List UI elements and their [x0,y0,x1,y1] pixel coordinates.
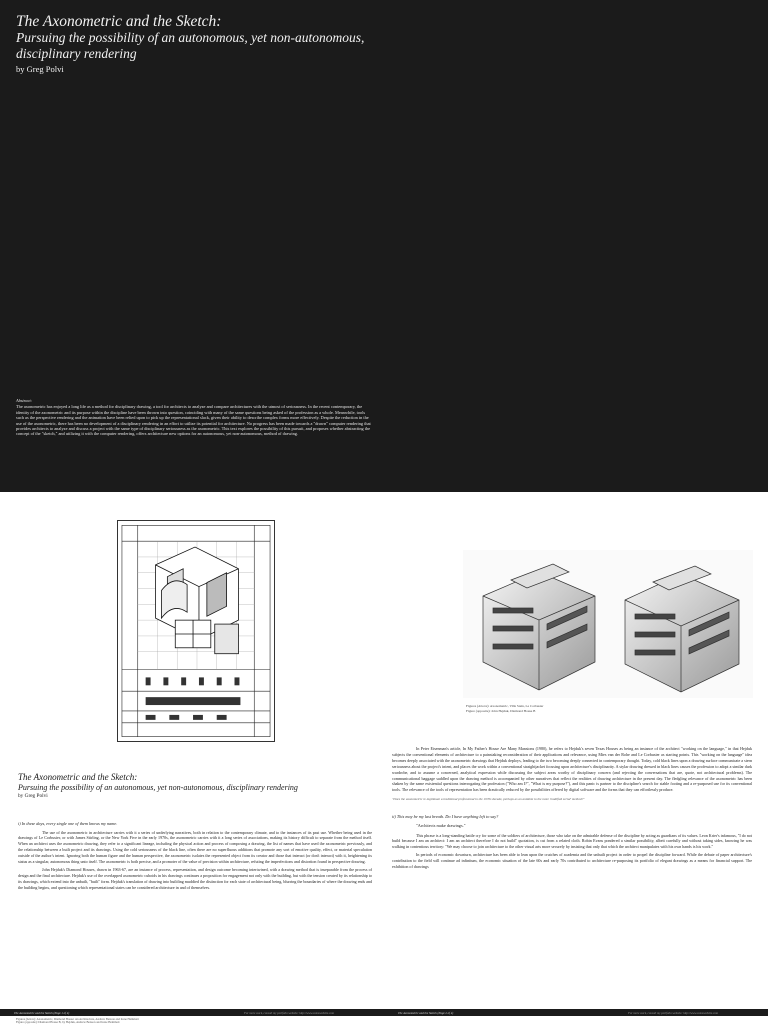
body-paragraph: John Hejduk's Diamond Houses, drawn in 1963-67, are an instance of process, representation, and design outcome becoming intertwined, with a drawing method that is inseparable from the process of design and the final architecture. Hejduk's use of the overlapped axonometric cuboids in his drawings continues a proposition for engagement not only with the building, but with the tension created by its relationship to its drawings, which extend into the unbuilt, "built" form. Hejduk's translation of drawing into building muddied the distinction for each state of architectural being, blurring the boundaries of where the drawing ends and the building begins, and questioning which representational states can be considered architecture in and of themselves. [18,866,372,890]
cover-subtitle-line-2: disciplinary rendering [16,45,137,61]
right-page-text [392,746,752,872]
section-2-heading: ii) This may be my last breath. Do I have anything left to say? [392,813,499,819]
quote: "Architects make drawings." [416,822,466,828]
footer-right-note: For more work, consult my portfolio website: http://www.somewebsite.com [628,1010,718,1015]
figure-caption-line-1: Figures (Above): Axonometric, Villa Stein, Le Corbusier [466,704,544,708]
left-body-text [18,830,372,891]
credit-line-2: Figure (opposite): Diamond House B, by Hejduk, Andrew Benson and Irene Hemmati [16,1020,120,1024]
footnote: "Does the axonometric re-legitimate a traditional professional in the 1970s decade, perhaps as an antidote to the more 'modified serial' method?" [392,797,585,802]
figure-caption-line-2: Figure (opposite): John Hejduk, Diamond House B [466,708,536,713]
footer-left-note: For more work, consult my portfolio website: http://www.somewebsite.com [244,1010,334,1015]
cover-title: The Axonometric and the Sketch: [16,13,222,30]
page-spread [0,492,768,1024]
cover-byline: by Greg Polvi [16,64,64,74]
right-body-text-a [392,746,752,793]
article-title: The Axonometric and the Sketch: [18,772,138,782]
right-body-text-b [392,833,752,870]
figure-caption [466,704,706,713]
body-paragraph: The use of the axonometric in architecture carries with it a series of underlying narratives, both in relation to the contemporary climate, and to the instances of its past use. Whether being used in the drawings of Le Corbusier, or with James Stirling, or the New York Five in the early 1970s, the axonometric carries with it a long series of associations, making its history difficult to separate from the method itself. When an architect uses the axonometric drawing, they refer to a significant lineage, including the physical action and process of composing a drawing, the list of names that have used the axonometric previously, and the relationship between a built project and its drawings. Using the cold seriousness of the black line, often there are no superfluous additions that promote any sort of emotive quality, effect, or material speculation outside of the author's intent. Ignoring both the human figure and the human perspective, the axonometric isolates the represented object from its creator and those that interact (or don't interact) with it, heightening its status as a singular, autonomous thing unto itself. The axonometric is both precise, and a promoter of the value of precision within architecture, refuting the imperfections and distortion found in perspective drawing. [18,829,372,865]
cover-title-block [16,13,446,74]
abstract-block [16,398,372,437]
credit-line-1: Figures (below): Axonometric, Diamond House: An Architecture, Andrew Benson and Irene Hemmati [16,1017,139,1021]
image-credits [16,1018,139,1024]
footer-right-title: The Axonometric and the Sketch (Page 2 of 4) [398,1010,454,1015]
body-paragraph: This phrase is a long-standing battle cry for some of the soldiers of architecture, those who take on the admirable defense of the discipline by acting as guardians of its values. Leon Krier's infamous, "I do not build because I am an architect: I am an architect therefore I do not build" quotation, is cut from a related cloth. Robin Evans pondered a similar possibility, albeit carefully and without taking sides, knowing he was walking in contentious territory: "We may choose to join architecture to the other visual arts more securely by insisting that only that which the architect manipulates with his own hands is his work." [392,832,752,850]
footer-left-title: The Axonometric and the Sketch (Page 1 of 4) [14,1010,70,1015]
section-1-heading: i) In these days, every single one of them knows my name. [18,820,118,826]
left-page-text [18,773,372,893]
article-subtitle: Pursuing the possibility of an autonomous, yet non-autonomous, disciplinary rendering [18,782,298,792]
abstract-text: The axonometric has enjoyed a long life as a method for disciplinary drawing, a tool for architects to analyze and compare architectures with the utmost of seriousness. In the recent contemporary, the identity of the axonometric and its purpose within the discipline have been thrown into question, coinciding with many of the same questions being asked of the profession as a whole. Meanwhile, tools such as the perspective rendering and the animation have been relied upon to pick up the representational slack, given their ability to describe complex forms more effectively. Despite the reduction in the use of the axonometric, there has been no development of a disciplinary rendering in an effort to utilize its potential for architecture. No progress has been made towards a "drawn" computer rendering that provides architects to analyze and discuss a project with the same type of disciplinary seriousness as the axonometric. This text explores the possibility of this pursuit, and proposes whether abstracting the concept of the "sketch," and utilizing it with the computer rendering, offers architecture new options for an autonomous, yet non-autonomous, method of drawing. [16,404,371,437]
villa-stein-axonometric-images [463,550,753,698]
cover-subtitle-line-1: Pursuing the possibility of an autonomous, yet non-autonomous, [16,30,365,45]
body-paragraph: In periods of economic downturn, architecture has been able to lean upon the crutches of academia and the unbuilt project in order to propel the discipline forward. While the debate of paper architecture's contribution to the field will continue ad infinitum, the economic situation of the late 60s and early 70s contributed to architecture re-purposing its portfolio of elegant drawings as a means for financial support. The exhibition of drawings [392,852,752,870]
cover-page [0,0,768,492]
article-byline: by Greg Polvi [18,792,48,799]
footer-bar [0,1009,768,1016]
axonometric-drawing-figure [117,520,275,742]
abstract-label: Abstract: [16,398,33,403]
body-paragraph: In Peter Eisenman's article, In My Father's House Are Many Mansions (1980), he refers to Hejduk's seven Texas Houses as being an instance of the architect "working on the language," in that Hejduk subjects the conventional elements of architecture to a painstaking reconsideration of their applications and relevance, using Mies van der Rohe and Le Corbusier as starting points. This "working on the language" idea becomes deeply associated with the axonometric drawings that Hejduk deploys, leading to the two becoming deeply connected in contemporary thought. Today, cold black lines upon a drawing surface communicate a stern seriousness about the project's intent, and places the work within a conventional straightjacket focusing upon architecture's disciplinarity. A stylar drawing dressed in black lines causes the profession to adopt a similar dark wardrobe, and to assume a concerned, analytical expression while discussing the subject areas worthy of disciplinary concern (and rejecting the conversations that are, quote, not architectural problems). The communicational baggage saddled upon the drawing method is accompanied by other narratives that reflect the realities of drawing architecture in the present day. The fledgling relevance of the axonometric has been shaken by the same existential questions interrogating the profession ("Who am I?", "What is my purpose?"), and this panic is partner to the discipline's search for stable footing and a re-purposed use for its conventional tools. The relevance of the tools of representation has been drastically reduced by the possibilities offered by digital software and the forms that they can effortlessly produce. [392,746,752,793]
